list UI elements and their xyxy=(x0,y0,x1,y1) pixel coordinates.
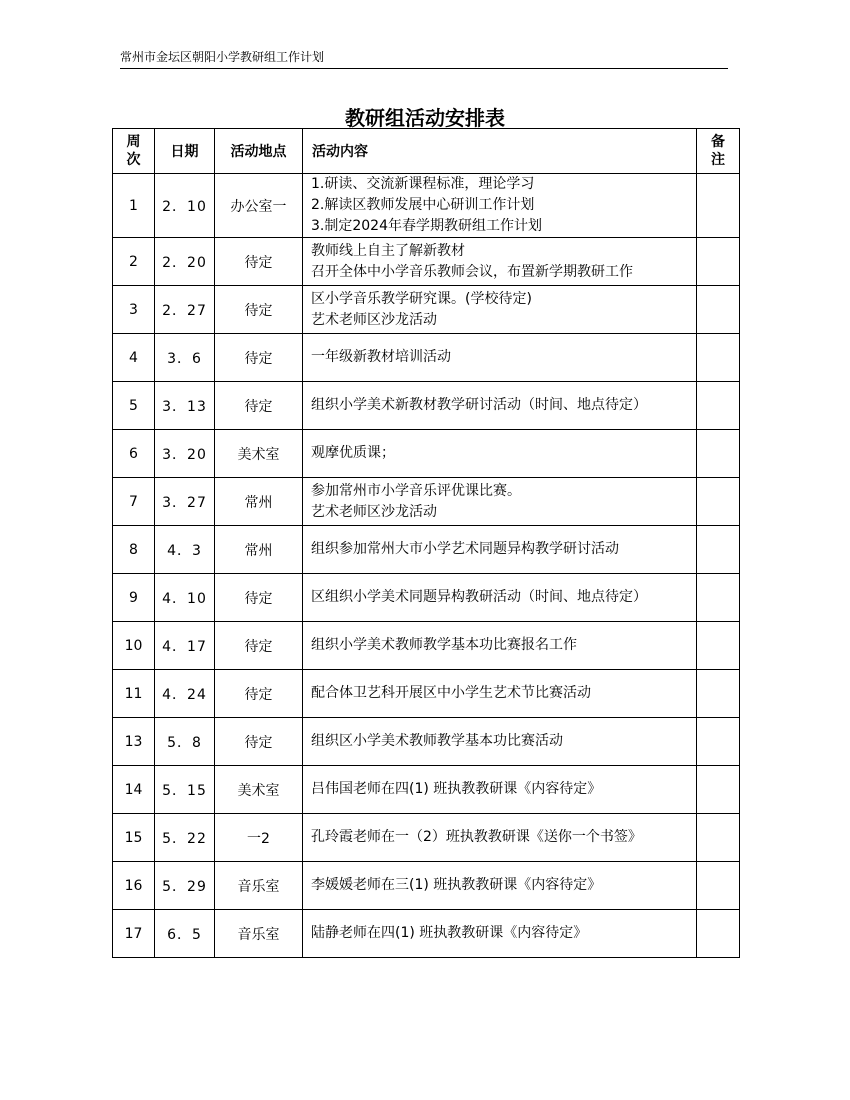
cell-location: 待定 xyxy=(215,286,303,334)
content-line: 李媛媛老师在三(1) 班执教教研课《内容待定》 xyxy=(311,877,602,893)
cell-date: 3．13 xyxy=(155,382,215,430)
cell-week: 17 xyxy=(113,910,155,958)
table-row xyxy=(113,478,740,526)
cell-remarks xyxy=(697,174,740,238)
content-line: 召开全体中小学音乐教师会议，布置新学期教研工作 xyxy=(311,263,633,280)
content-line: 参加常州市小学音乐评优课比赛。 xyxy=(311,482,521,499)
table-row xyxy=(113,862,740,910)
cell-content xyxy=(303,814,697,862)
cell-content xyxy=(303,478,697,526)
cell-content xyxy=(303,334,697,382)
cell-content xyxy=(303,286,697,334)
cell-remarks xyxy=(697,574,740,622)
content-line: 教师线上自主了解新教材 xyxy=(311,242,465,259)
cell-location: 美术室 xyxy=(215,430,303,478)
content-line: 一年级新教材培训活动 xyxy=(311,349,451,365)
cell-remarks xyxy=(697,718,740,766)
cell-remarks xyxy=(697,766,740,814)
cell-location: 待定 xyxy=(215,238,303,286)
table-row xyxy=(113,430,740,478)
cell-week: 11 xyxy=(113,670,155,718)
table-row xyxy=(113,574,740,622)
cell-date: 2．27 xyxy=(155,286,215,334)
cell-remarks xyxy=(697,814,740,862)
header-text: 常州市金坛区朝阳小学教研组工作计划 xyxy=(120,50,325,64)
cell-location: 常州 xyxy=(215,526,303,574)
cell-date: 4．17 xyxy=(155,622,215,670)
content-line: 吕伟国老师在四(1) 班执教教研课《内容待定》 xyxy=(311,781,602,797)
content-line: 区小学音乐教学研究课。(学校待定) xyxy=(311,290,532,307)
cell-location: 常州 xyxy=(215,478,303,526)
cell-week: 5 xyxy=(113,382,155,430)
cell-week: 3 xyxy=(113,286,155,334)
cell-date: 4．24 xyxy=(155,670,215,718)
cell-location: 一2 xyxy=(215,814,303,862)
table-row xyxy=(113,622,740,670)
table-row xyxy=(113,814,740,862)
cell-remarks xyxy=(697,670,740,718)
table-row xyxy=(113,670,740,718)
cell-date: 5．15 xyxy=(155,766,215,814)
cell-remarks xyxy=(697,862,740,910)
content-line: 区组织小学美术同题异构教研活动（时间、地点待定） xyxy=(311,589,647,605)
header-date: 日期 xyxy=(155,129,215,174)
cell-week: 15 xyxy=(113,814,155,862)
cell-remarks xyxy=(697,334,740,382)
document-title: 教研组活动安排表 xyxy=(345,106,505,130)
cell-remarks xyxy=(697,478,740,526)
header-remarks xyxy=(697,129,740,174)
cell-date: 4．3 xyxy=(155,526,215,574)
content-line: 艺术老师区沙龙活动 xyxy=(311,311,437,328)
content-line: 3.制定2024年春学期教研组工作计划 xyxy=(311,218,542,234)
table-row xyxy=(113,526,740,574)
page-header xyxy=(120,48,728,69)
cell-week: 6 xyxy=(113,430,155,478)
header-week-line1: 周 xyxy=(126,134,141,150)
content-line: 1.研读、交流新课程标准，理论学习 xyxy=(311,176,535,192)
cell-week: 10 xyxy=(113,622,155,670)
cell-date: 3．27 xyxy=(155,478,215,526)
cell-location: 待定 xyxy=(215,382,303,430)
cell-week: 2 xyxy=(113,238,155,286)
cell-content xyxy=(303,766,697,814)
cell-content xyxy=(303,910,697,958)
cell-location: 音乐室 xyxy=(215,910,303,958)
table-row xyxy=(113,334,740,382)
header-remarks-line2: 注 xyxy=(711,152,725,168)
cell-content xyxy=(303,862,697,910)
cell-week: 7 xyxy=(113,478,155,526)
cell-remarks xyxy=(697,910,740,958)
cell-remarks xyxy=(697,286,740,334)
content-line: 组织区小学美术教师教学基本功比赛活动 xyxy=(311,733,563,749)
cell-remarks xyxy=(697,382,740,430)
cell-week: 14 xyxy=(113,766,155,814)
cell-content xyxy=(303,382,697,430)
content-line: 观摩优质课； xyxy=(311,445,395,461)
cell-location: 待定 xyxy=(215,622,303,670)
cell-week: 4 xyxy=(113,334,155,382)
cell-content xyxy=(303,574,697,622)
cell-week: 1 xyxy=(113,174,155,238)
cell-location: 待定 xyxy=(215,334,303,382)
cell-content xyxy=(303,718,697,766)
table-row xyxy=(113,766,740,814)
content-line: 配合体卫艺科开展区中小学生艺术节比赛活动 xyxy=(311,685,591,701)
cell-date: 5．29 xyxy=(155,862,215,910)
cell-remarks xyxy=(697,622,740,670)
cell-content xyxy=(303,174,697,238)
cell-date: 3．6 xyxy=(155,334,215,382)
cell-date: 3．20 xyxy=(155,430,215,478)
cell-location: 待定 xyxy=(215,670,303,718)
content-line: 组织小学美术教师教学基本功比赛报名工作 xyxy=(311,637,577,653)
cell-week: 16 xyxy=(113,862,155,910)
cell-date: 2．20 xyxy=(155,238,215,286)
content-line: 组织小学美术新教材教学研讨活动（时间、地点待定） xyxy=(311,397,647,413)
cell-content xyxy=(303,238,697,286)
cell-remarks xyxy=(697,238,740,286)
table-row xyxy=(113,238,740,286)
cell-content xyxy=(303,622,697,670)
cell-week: 13 xyxy=(113,718,155,766)
content-line: 孔玲霞老师在一（2）班执教教研课《送你一个书签》 xyxy=(311,829,642,845)
cell-location: 待定 xyxy=(215,718,303,766)
cell-date: 4．10 xyxy=(155,574,215,622)
cell-location: 办公室一 xyxy=(215,174,303,238)
table-row xyxy=(113,174,740,238)
cell-date: 6．5 xyxy=(155,910,215,958)
content-line: 陆静老师在四(1) 班执教教研课《内容待定》 xyxy=(311,925,588,941)
cell-location: 美术室 xyxy=(215,766,303,814)
cell-date: 2．10 xyxy=(155,174,215,238)
table-row xyxy=(113,718,740,766)
cell-date: 5．22 xyxy=(155,814,215,862)
cell-remarks xyxy=(697,430,740,478)
cell-week: 8 xyxy=(113,526,155,574)
header-week xyxy=(113,129,155,174)
header-week-line2: 次 xyxy=(126,152,141,168)
cell-date: 5．8 xyxy=(155,718,215,766)
cell-location: 待定 xyxy=(215,574,303,622)
table-row xyxy=(113,910,740,958)
cell-content xyxy=(303,430,697,478)
cell-location: 音乐室 xyxy=(215,862,303,910)
table-row xyxy=(113,286,740,334)
content-line: 艺术老师区沙龙活动 xyxy=(311,503,437,520)
content-line: 组织参加常州大市小学艺术同题异构教学研讨活动 xyxy=(311,541,619,557)
table-row xyxy=(113,382,740,430)
table-header-row xyxy=(113,129,740,174)
table-body xyxy=(113,174,740,958)
cell-remarks xyxy=(697,526,740,574)
cell-week: 9 xyxy=(113,574,155,622)
cell-content xyxy=(303,670,697,718)
header-remarks-line1: 备 xyxy=(711,134,725,150)
content-line: 2.解读区教师发展中心研训工作计划 xyxy=(311,197,535,213)
header-content: 活动内容 xyxy=(303,129,697,174)
cell-content xyxy=(303,526,697,574)
activity-schedule-table xyxy=(112,128,740,958)
header-location: 活动地点 xyxy=(215,129,303,174)
